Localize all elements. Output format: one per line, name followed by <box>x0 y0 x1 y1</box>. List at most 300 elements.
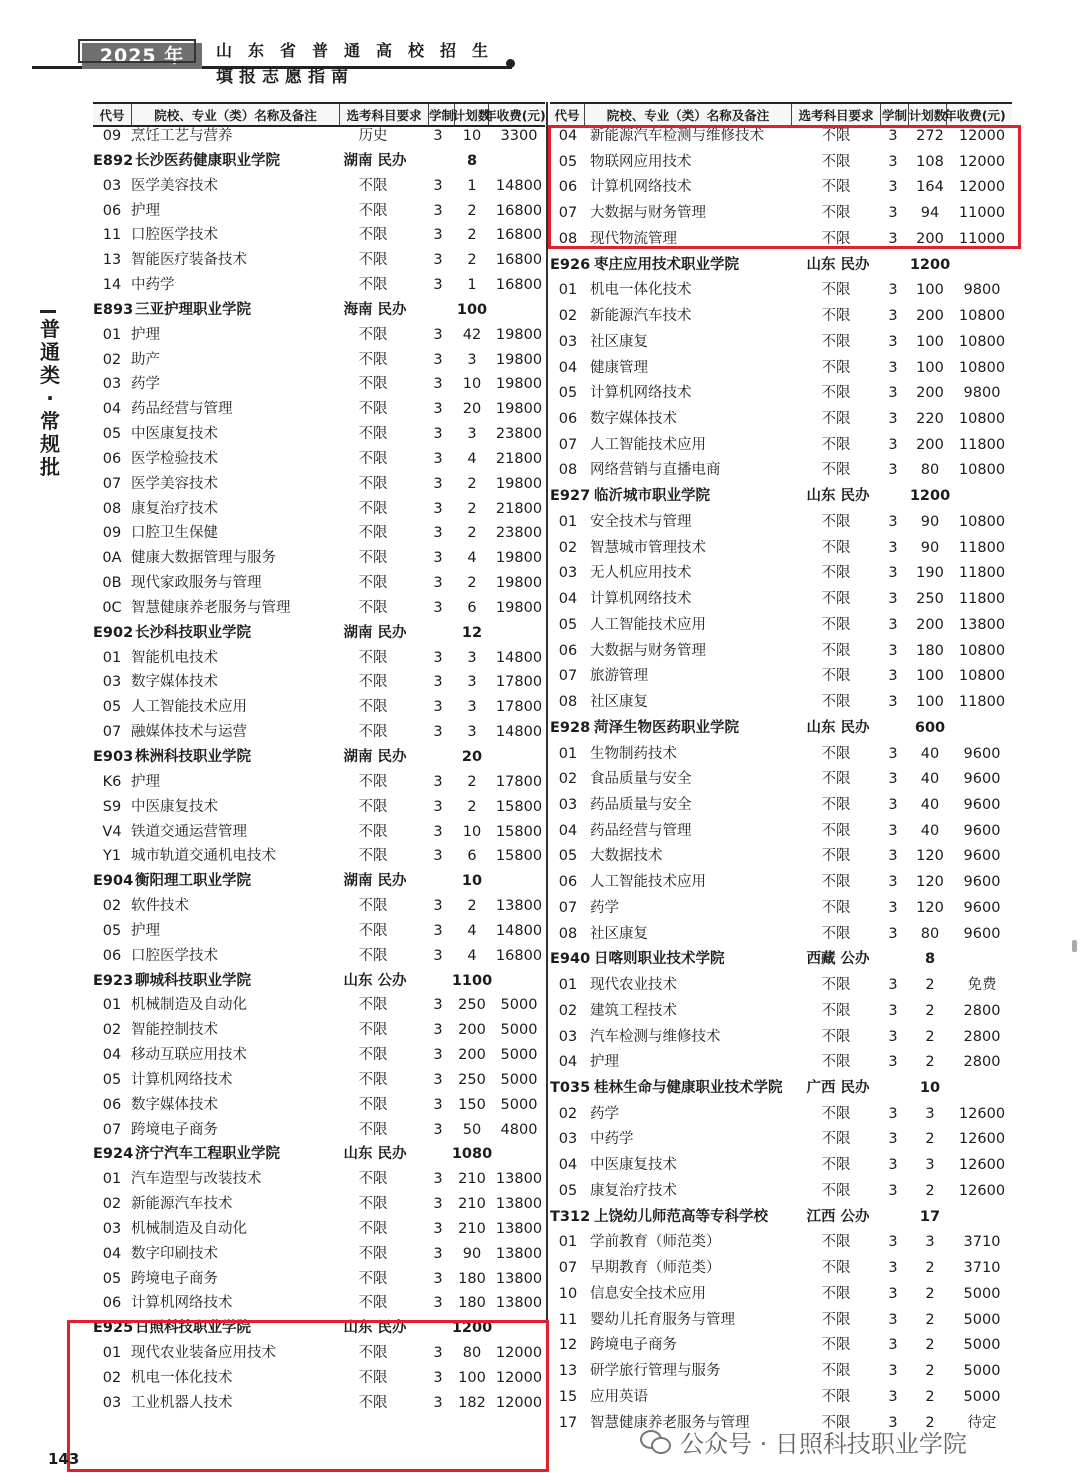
cell-fee: 2800 <box>963 1028 1001 1045</box>
cell-fee: 13800 <box>495 898 543 915</box>
major-row <box>550 1282 1012 1306</box>
cell-fee: 5000 <box>963 1285 1001 1302</box>
cell-years: 3 <box>433 773 443 790</box>
cell-fee: 10800 <box>958 333 1006 350</box>
cell-plan: 182 <box>458 1394 486 1411</box>
column-header: 选考科目要求 <box>792 104 881 125</box>
cell-subject: 不限 <box>821 899 851 916</box>
major-row <box>550 1102 1012 1126</box>
cell-subject: 不限 <box>358 1071 388 1088</box>
cell-plan: 100 <box>916 333 944 350</box>
cell-code: 12 <box>558 1337 578 1354</box>
cell-plan: 50 <box>462 1121 482 1138</box>
major-row <box>93 1093 545 1117</box>
cell-code: 08 <box>558 230 578 247</box>
cell-fee: 9600 <box>963 796 1001 813</box>
cell-name: 汽车检测与维修技术 <box>590 1028 721 1045</box>
cell-subject: 不限 <box>821 668 851 685</box>
cell-years: 3 <box>433 1220 443 1237</box>
cell-plan: 272 <box>916 128 944 144</box>
cell-code: Y1 <box>102 848 122 865</box>
cell-years: 3 <box>888 539 898 556</box>
cell-plan: 6 <box>467 599 477 616</box>
cell-years: 3 <box>433 1171 443 1188</box>
cell-code: 0B <box>102 575 122 592</box>
cell-subject: 不限 <box>358 773 388 790</box>
cell-years: 3 <box>888 179 898 196</box>
cell-plan: 200 <box>916 385 944 402</box>
cell-plan: 1080 <box>451 1146 493 1163</box>
cell-years: 3 <box>888 848 898 865</box>
cell-code: 07 <box>102 724 122 741</box>
cell-code: 03 <box>558 1131 578 1148</box>
school-row <box>93 869 545 893</box>
cell-code: 13 <box>558 1363 578 1380</box>
cell-years: 3 <box>888 925 898 942</box>
header-rule-dot <box>506 59 515 68</box>
cell-subject: 不限 <box>821 1388 851 1405</box>
major-row <box>93 174 545 198</box>
cell-plan: 220 <box>916 411 944 428</box>
cell-plan: 12 <box>461 624 483 641</box>
cell-subject: 不限 <box>821 1105 851 1122</box>
wechat-icon <box>640 1428 672 1454</box>
cell-code: 01 <box>102 649 122 666</box>
cell-code: 07 <box>102 1121 122 1138</box>
cell-code: 05 <box>102 1270 122 1287</box>
cell-years: 3 <box>888 694 898 711</box>
cell-years: 3 <box>888 565 898 582</box>
cell-years: 3 <box>433 525 443 542</box>
cell-subject: 不限 <box>821 925 851 942</box>
cell-fee: 4800 <box>500 1121 538 1138</box>
cell-name: 机电一体化技术 <box>131 1370 233 1386</box>
cell-name: 无人机应用技术 <box>590 565 692 582</box>
cell-fee: 17800 <box>495 674 543 691</box>
cell-subject: 不限 <box>821 874 851 891</box>
cell-years: 3 <box>433 1245 443 1262</box>
major-row <box>550 690 1012 714</box>
major-row <box>93 1167 545 1191</box>
cell-code: 07 <box>558 1260 578 1277</box>
cell-subject: 不限 <box>821 179 851 196</box>
cell-name: 智慧城市管理技术 <box>590 539 706 556</box>
cell-code: 02 <box>102 1022 122 1039</box>
cell-plan: 90 <box>462 1245 482 1262</box>
major-row <box>93 944 545 968</box>
side-label-bar <box>40 310 56 313</box>
cell-subject: 不限 <box>821 230 851 247</box>
cell-plan: 1 <box>467 177 477 194</box>
cell-years: 3 <box>433 202 443 219</box>
book-title: 山东省普通高校招生 <box>216 41 505 60</box>
cell-years: 3 <box>433 401 443 418</box>
cell-plan: 2 <box>925 1131 935 1148</box>
cell-code: 01 <box>558 513 578 530</box>
cell-plan: 40 <box>920 745 940 762</box>
cell-plan: 100 <box>456 301 488 318</box>
cell-years: 3 <box>888 1028 898 1045</box>
cell-code: 04 <box>558 1157 578 1174</box>
cell-name: 机械制造及自动化 <box>131 1220 247 1237</box>
major-row <box>550 664 1012 688</box>
cell-name: 计算机网络技术 <box>590 385 692 402</box>
cell-subject: 不限 <box>358 1270 388 1287</box>
school-row <box>550 716 1012 740</box>
major-row <box>550 1050 1012 1074</box>
cell-code: 11 <box>558 1311 578 1328</box>
cell-years: 3 <box>433 1196 443 1213</box>
cell-name: 护理 <box>590 1054 619 1071</box>
cell-code: 06 <box>558 411 578 428</box>
cell-subject: 江西 公办 <box>806 1208 870 1225</box>
cell-fee: 9600 <box>963 771 1001 788</box>
major-row <box>93 770 545 794</box>
cell-subject: 不限 <box>821 359 851 376</box>
cell-name: 数字媒体技术 <box>131 674 218 691</box>
cell-years: 3 <box>433 575 443 592</box>
cell-years: 3 <box>433 326 443 343</box>
cell-code: E926 <box>550 256 591 273</box>
cell-code: 02 <box>102 1196 122 1213</box>
cell-plan: 2 <box>925 1028 935 1045</box>
cell-years: 3 <box>888 899 898 916</box>
cell-subject: 不限 <box>358 699 388 716</box>
cell-plan: 40 <box>920 771 940 788</box>
column-header: 代号 <box>550 104 585 125</box>
cell-name: 护理 <box>131 202 160 219</box>
cell-subject: 不限 <box>358 823 388 840</box>
watermark-text: 公众号 · 日照科技职业学院 <box>680 1429 967 1458</box>
cell-subject: 不限 <box>358 326 388 343</box>
cell-code: 08 <box>102 500 122 517</box>
cell-years: 3 <box>888 153 898 170</box>
cell-name: 康复治疗技术 <box>131 500 218 517</box>
cell-subject: 不限 <box>821 462 851 479</box>
cell-plan: 180 <box>458 1270 486 1287</box>
cell-code: 01 <box>558 1234 578 1251</box>
cell-fee: 5000 <box>500 1022 538 1039</box>
cell-name: 移动互联应用技术 <box>131 1047 247 1064</box>
major-row <box>550 536 1012 560</box>
cell-plan: 100 <box>916 282 944 299</box>
cell-years: 3 <box>433 1047 443 1064</box>
cell-subject: 不限 <box>821 333 851 350</box>
cell-plan: 2 <box>467 898 477 915</box>
cell-plan: 200 <box>458 1047 486 1064</box>
cell-code: E940 <box>550 951 591 968</box>
cell-fee: 9600 <box>963 822 1001 839</box>
cell-years: 3 <box>433 351 443 368</box>
cell-plan: 120 <box>916 874 944 891</box>
cell-subject: 不限 <box>821 1311 851 1328</box>
major-row <box>550 1359 1012 1383</box>
cell-code: 0C <box>102 599 122 616</box>
cell-years: 3 <box>433 550 443 567</box>
cell-plan: 3 <box>467 674 477 691</box>
cell-name: 社区康复 <box>590 925 648 942</box>
cell-code: 03 <box>102 674 122 691</box>
cell-fee: 5000 <box>500 1096 538 1113</box>
cell-subject: 湖南 民办 <box>343 624 407 641</box>
cell-subject: 不限 <box>358 227 388 244</box>
cell-code: 07 <box>558 899 578 916</box>
cell-name: 安全技术与管理 <box>590 513 692 530</box>
cell-plan: 3 <box>467 699 477 716</box>
cell-name: 跨境电子商务 <box>131 1270 218 1287</box>
cell-name: 应用英语 <box>590 1388 648 1405</box>
cell-code: E892 <box>93 152 134 169</box>
cell-name: 数字印刷技术 <box>131 1245 218 1262</box>
cell-years: 3 <box>433 1121 443 1138</box>
cell-years: 3 <box>888 616 898 633</box>
cell-code: 04 <box>558 591 578 608</box>
cell-code: 0A <box>102 550 122 567</box>
cell-code: 02 <box>558 771 578 788</box>
cell-name: 智能控制技术 <box>131 1022 218 1039</box>
cell-code: 09 <box>102 525 122 542</box>
cell-subject: 不限 <box>821 1131 851 1148</box>
major-row <box>550 922 1012 946</box>
cell-name: 跨境电子商务 <box>590 1337 677 1354</box>
cell-fee: 13800 <box>495 1295 543 1312</box>
major-row <box>93 372 545 396</box>
cell-subject: 不限 <box>358 450 388 467</box>
cell-name: 人工智能技术应用 <box>590 874 706 891</box>
cell-subject: 不限 <box>821 1182 851 1199</box>
cell-fee: 5000 <box>963 1311 1001 1328</box>
cell-subject: 不限 <box>821 513 851 530</box>
cell-code: 02 <box>102 898 122 915</box>
cell-name: 护理 <box>131 922 160 939</box>
cell-years: 3 <box>888 462 898 479</box>
cell-years: 3 <box>888 282 898 299</box>
cell-fee: 11800 <box>958 694 1006 711</box>
cell-fee: 19800 <box>495 475 543 492</box>
cell-name: 铁道交通运营管理 <box>131 823 247 840</box>
cell-code: 04 <box>102 1047 122 1064</box>
cell-subject: 不限 <box>358 426 388 443</box>
cell-name: 康复治疗技术 <box>590 1182 677 1199</box>
cell-name: 日照科技职业学院 <box>135 1320 251 1337</box>
cell-fee: 17800 <box>495 773 543 790</box>
major-row <box>93 223 545 247</box>
cell-years: 3 <box>433 1295 443 1312</box>
cell-subject: 不限 <box>821 1363 851 1380</box>
cell-subject: 湖南 民办 <box>343 152 407 169</box>
cell-fee: 11000 <box>958 230 1006 247</box>
cell-plan: 200 <box>916 308 944 325</box>
cell-years: 3 <box>888 1337 898 1354</box>
cell-years: 3 <box>888 359 898 376</box>
major-row <box>93 1267 545 1291</box>
cell-fee: 5000 <box>500 997 538 1014</box>
cell-fee: 13800 <box>495 1245 543 1262</box>
cell-code: E924 <box>93 1146 134 1163</box>
cell-years: 3 <box>888 591 898 608</box>
cell-name: 药品经营与管理 <box>590 822 692 839</box>
major-row <box>93 596 545 620</box>
cell-code: 06 <box>102 947 122 964</box>
cell-subject: 山东 民办 <box>806 719 870 736</box>
cell-name: 大数据与财务管理 <box>590 642 706 659</box>
cell-code: E902 <box>93 624 134 641</box>
cell-fee: 2800 <box>963 1054 1001 1071</box>
cell-plan: 250 <box>458 1071 486 1088</box>
cell-years: 3 <box>888 642 898 659</box>
cell-years: 3 <box>888 1054 898 1071</box>
cell-fee: 10800 <box>958 462 1006 479</box>
cell-name: 网络营销与直播电商 <box>590 462 721 479</box>
cell-years: 3 <box>888 745 898 762</box>
major-row <box>550 896 1012 920</box>
cell-name: 物联网应用技术 <box>590 153 692 170</box>
column-header: 计划数 <box>455 104 489 125</box>
cell-code: 09 <box>102 128 122 144</box>
cell-code: 07 <box>558 205 578 222</box>
major-row <box>550 742 1012 766</box>
cell-subject: 不限 <box>358 202 388 219</box>
cell-fee: 11000 <box>958 205 1006 222</box>
cell-plan: 8 <box>466 152 478 169</box>
cell-code: T035 <box>550 1080 591 1096</box>
cell-name: 日喀则职业技术学院 <box>594 951 725 968</box>
cell-plan: 1 <box>467 277 477 294</box>
major-row <box>93 919 545 943</box>
cell-subject: 不限 <box>358 1370 388 1386</box>
major-row <box>550 510 1012 534</box>
cell-years: 3 <box>433 128 443 144</box>
cell-code: 06 <box>102 202 122 219</box>
cell-fee: 11800 <box>958 436 1006 453</box>
column-header: 年收费(元) <box>484 107 546 123</box>
cell-plan: 2 <box>467 227 477 244</box>
cell-subject: 不限 <box>821 1002 851 1019</box>
cell-code: 04 <box>558 359 578 376</box>
scrollbar-thumb[interactable] <box>1072 940 1077 952</box>
cell-subject: 山东 民办 <box>806 488 870 505</box>
cell-name: 中医康复技术 <box>590 1157 677 1174</box>
major-row <box>93 248 545 272</box>
cell-fee: 12000 <box>495 1345 543 1362</box>
cell-code: 02 <box>102 1370 122 1386</box>
cell-plan: 2 <box>925 1054 935 1071</box>
cell-code: 03 <box>558 1028 578 1045</box>
cell-subject: 不限 <box>821 642 851 659</box>
cell-fee: 10800 <box>958 642 1006 659</box>
cell-code: K6 <box>102 773 122 790</box>
cell-subject: 不限 <box>821 436 851 453</box>
cell-name: 信息安全技术应用 <box>590 1285 706 1302</box>
cell-fee: 5000 <box>500 1071 538 1088</box>
cell-subject: 不限 <box>821 616 851 633</box>
cell-years: 3 <box>433 1370 443 1386</box>
column-header: 选考科目要求 <box>340 104 429 125</box>
cell-plan: 10 <box>461 873 483 890</box>
cell-name: 医学美容技术 <box>131 177 218 194</box>
cell-fee: 10800 <box>958 308 1006 325</box>
cell-code: E923 <box>93 972 134 989</box>
cell-years: 3 <box>433 674 443 691</box>
cell-years: 3 <box>888 1182 898 1199</box>
cell-name: 数字媒体技术 <box>131 1096 218 1113</box>
major-row <box>550 1385 1012 1409</box>
cell-years: 3 <box>433 450 443 467</box>
cell-plan: 210 <box>458 1220 486 1237</box>
cell-subject: 不限 <box>821 1028 851 1045</box>
cell-fee: 3710 <box>963 1260 1001 1277</box>
cell-plan: 3 <box>467 649 477 666</box>
cell-subject: 不限 <box>358 475 388 492</box>
cell-code: E904 <box>93 873 134 890</box>
cell-subject: 不限 <box>358 1121 388 1138</box>
cell-name: 社区康复 <box>590 333 648 350</box>
cell-plan: 250 <box>458 997 486 1014</box>
cell-fee: 14800 <box>495 724 543 741</box>
cell-years: 3 <box>888 1157 898 1174</box>
cell-code: 15 <box>558 1388 578 1405</box>
cell-name: 数字媒体技术 <box>590 411 677 428</box>
cell-name: 药品质量与安全 <box>590 796 692 813</box>
major-row <box>550 356 1012 380</box>
cell-subject: 不限 <box>358 848 388 865</box>
column-header: 计划数 <box>909 104 947 125</box>
cell-fee: 11800 <box>958 591 1006 608</box>
cell-name: 食品质量与安全 <box>590 771 692 788</box>
cell-code: 07 <box>558 668 578 685</box>
major-row <box>93 646 545 670</box>
cell-code: 04 <box>558 822 578 839</box>
cell-subject: 不限 <box>358 376 388 393</box>
cell-subject: 不限 <box>358 401 388 418</box>
major-row <box>93 348 545 372</box>
cell-subject: 不限 <box>358 252 388 269</box>
cell-name: 医学美容技术 <box>131 475 218 492</box>
cell-name: 株洲科技职业学院 <box>135 749 251 765</box>
cell-plan: 108 <box>916 153 944 170</box>
cell-name: 长沙医药健康职业学院 <box>135 152 280 169</box>
cell-fee: 13800 <box>495 1196 543 1213</box>
cell-name: 智能医疗装备技术 <box>131 252 247 269</box>
school-row <box>93 1142 545 1166</box>
major-row <box>93 1018 545 1042</box>
cell-years: 3 <box>433 1022 443 1039</box>
cell-plan: 200 <box>916 616 944 633</box>
major-row <box>93 323 545 347</box>
cell-fee: 12000 <box>958 153 1006 170</box>
cell-fee: 16800 <box>495 277 543 294</box>
major-row <box>550 1025 1012 1049</box>
cell-plan: 190 <box>916 565 944 582</box>
cell-fee: 23800 <box>495 525 543 542</box>
major-row <box>93 695 545 719</box>
cell-name: 健康管理 <box>590 359 648 376</box>
cell-name: 旅游管理 <box>590 668 648 685</box>
cell-plan: 2 <box>925 977 935 994</box>
major-row <box>550 1230 1012 1254</box>
major-row <box>93 844 545 868</box>
cell-subject: 不限 <box>821 977 851 994</box>
cell-code: 06 <box>558 642 578 659</box>
cell-plan: 4 <box>467 947 477 964</box>
cell-plan: 2 <box>467 525 477 542</box>
cell-years: 3 <box>888 385 898 402</box>
cell-years: 3 <box>433 1071 443 1088</box>
cell-fee: 9600 <box>963 848 1001 865</box>
cell-subject: 不限 <box>358 1196 388 1213</box>
cell-name: 衡阳理工职业学院 <box>135 873 251 890</box>
cell-fee: 9800 <box>963 385 1001 402</box>
